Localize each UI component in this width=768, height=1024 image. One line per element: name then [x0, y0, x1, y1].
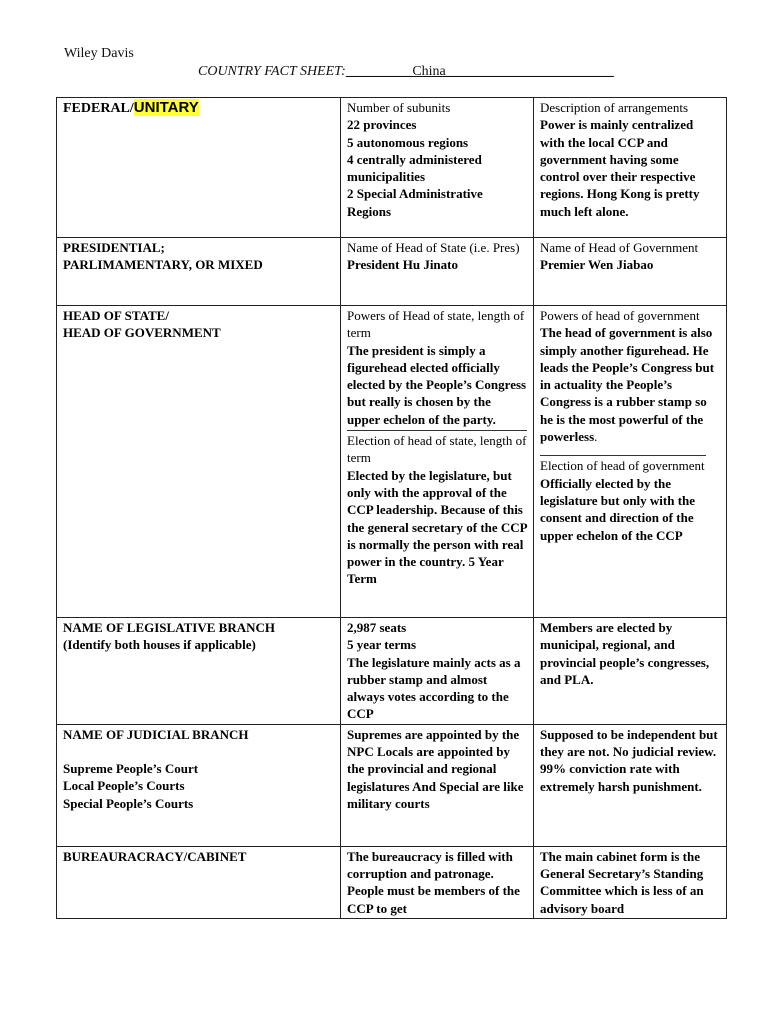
- legislative-label-cell: [57, 618, 341, 725]
- legislative-line: 5 year terms: [347, 637, 417, 653]
- cabinet-answer: The main cabinet form is the General Secretary’s Standing Committee which is less of an advisory board: [540, 848, 704, 916]
- government-powers-period: .: [594, 429, 598, 445]
- state-powers-answer: The president is simply a figurehead elected officially elected by the People’s Congress but really is chosen by the upper echelon of the party.: [347, 342, 527, 427]
- title-blank-pre: _________: [345, 64, 413, 79]
- government-election-answer: Officially elected by the legislature but only with the consent and direction of the upper echelon of the CCP: [540, 475, 696, 543]
- federal-label-cell: [57, 98, 341, 238]
- judicial-label-cell: [57, 724, 341, 846]
- row-judicial: [57, 724, 727, 846]
- bureaucracy-label-cell: [57, 846, 341, 918]
- author-name: Wiley Davis: [64, 46, 134, 61]
- country-name: China: [412, 64, 446, 79]
- bureaucracy-label: BUREAURACRACY/CABINET: [63, 848, 247, 864]
- judicial-appointment-answer: Supremes are appointed by the NPC Locals are appointed by the provincial and regional legislatures And Special are like military courts: [347, 726, 524, 811]
- head-of-government-name-cell: [534, 238, 727, 306]
- government-election-prompt: Election of head of government: [540, 458, 705, 474]
- head-label-cell: [57, 306, 341, 618]
- title-blank-post: ________________________: [445, 64, 614, 79]
- row-bureaucracy: [57, 846, 727, 918]
- cell-divider: [347, 430, 527, 431]
- legislative-election-answer: Members are elected by municipal, regional, and provincial people’s congresses, and PLA.: [540, 620, 710, 687]
- arrangements-answer: Power is mainly centralized with the local CCP and government having some control over their respective regions. Hong Kong is pretty much left alone.: [540, 117, 700, 219]
- row-legislative: [57, 618, 727, 725]
- judicial-appointment-cell: [341, 724, 534, 846]
- arrangements-prompt: Description of arrangements: [540, 100, 689, 115]
- page-title: [198, 64, 614, 80]
- head-of-government-prompt: Name of Head of Government: [540, 240, 699, 255]
- head-of-state-powers-cell: [341, 306, 534, 618]
- government-powers-answer: The head of government is also simply another figurehead. He leads the People’s Congress but in actuality the People’s Congress is a rubber stamp so he is the most powerful of the powerless: [540, 325, 715, 445]
- legislative-label-1: NAME OF LEGISLATIVE BRANCH: [63, 620, 275, 635]
- title-label: COUNTRY FACT SHEET:: [198, 64, 346, 79]
- presidential-label-1: PRESIDENTIAL;: [63, 240, 165, 255]
- judicial-label: NAME OF JUDICIAL BRANCH: [63, 726, 249, 742]
- head-label-2: HEAD OF GOVERNMENT: [63, 325, 221, 341]
- head-label-1: HEAD OF STATE/: [63, 308, 169, 323]
- presidential-label-cell: [57, 238, 341, 306]
- federal-label: FEDERAL/: [63, 101, 134, 116]
- head-of-government-powers-cell: [534, 306, 727, 618]
- unitary-highlight: UNITARY: [133, 99, 199, 116]
- row-head-of-state: [57, 306, 727, 618]
- subunit-line: 2 Special Administrative Regions: [347, 186, 483, 219]
- court-item: Special People’s Courts: [63, 795, 194, 811]
- head-of-state-answer: President Hu Jinato: [347, 257, 458, 273]
- state-election-answer: Elected by the legislature, but only with the approval of the CCP leadership. Because of this the general secretary of the CCP is normally the person with real power in the country. 5 Year Term: [347, 467, 527, 587]
- head-of-state-prompt: Name of Head of State (i.e. Pres): [347, 240, 520, 255]
- row-federal: [57, 98, 727, 238]
- legislative-seats-cell: [341, 618, 534, 725]
- court-item: Supreme People’s Court: [63, 761, 199, 777]
- row-presidential: [57, 238, 727, 306]
- federal-arrangements-cell: [534, 98, 727, 238]
- subunit-line: 5 autonomous regions: [347, 134, 469, 150]
- presidential-label-2: PARLIMAMENTARY, OR MIXED: [63, 257, 263, 273]
- subunits-prompt: Number of subunits: [347, 100, 451, 115]
- cell-divider: [540, 455, 706, 456]
- legislative-election-cell: [534, 618, 727, 725]
- judicial-independence-cell: [534, 724, 727, 846]
- head-of-state-name-cell: [341, 238, 534, 306]
- legislative-answer: The legislature mainly acts as a rubber stamp and almost always votes according to the CCP: [347, 654, 521, 722]
- subunit-line: 4 centrally administered municipalities: [347, 151, 482, 185]
- cabinet-cell: [534, 846, 727, 918]
- bureaucracy-answer: The bureaucracy is filled with corruption and patronage. People must be members of the CCP to get: [347, 848, 520, 916]
- legislative-line: 2,987 seats: [347, 620, 407, 635]
- subunit-line: 22 provinces: [347, 117, 417, 133]
- head-of-government-answer: Premier Wen Jiabao: [540, 257, 654, 273]
- legislative-label-2: (Identify both houses if applicable): [63, 637, 256, 653]
- federal-subunits-cell: [341, 98, 534, 238]
- government-powers-prompt: Powers of head of government: [540, 308, 700, 323]
- state-election-prompt: Election of head of state, length of term: [347, 433, 527, 466]
- state-powers-prompt: Powers of Head of state, length of term: [347, 308, 525, 341]
- bureaucracy-cell: [341, 846, 534, 918]
- judicial-independence-answer: Supposed to be independent but they are not. No judicial review. 99% conviction rate with extremely harsh punishment.: [540, 726, 718, 794]
- court-item: Local People’s Courts: [63, 778, 185, 794]
- fact-sheet-table: [56, 97, 727, 919]
